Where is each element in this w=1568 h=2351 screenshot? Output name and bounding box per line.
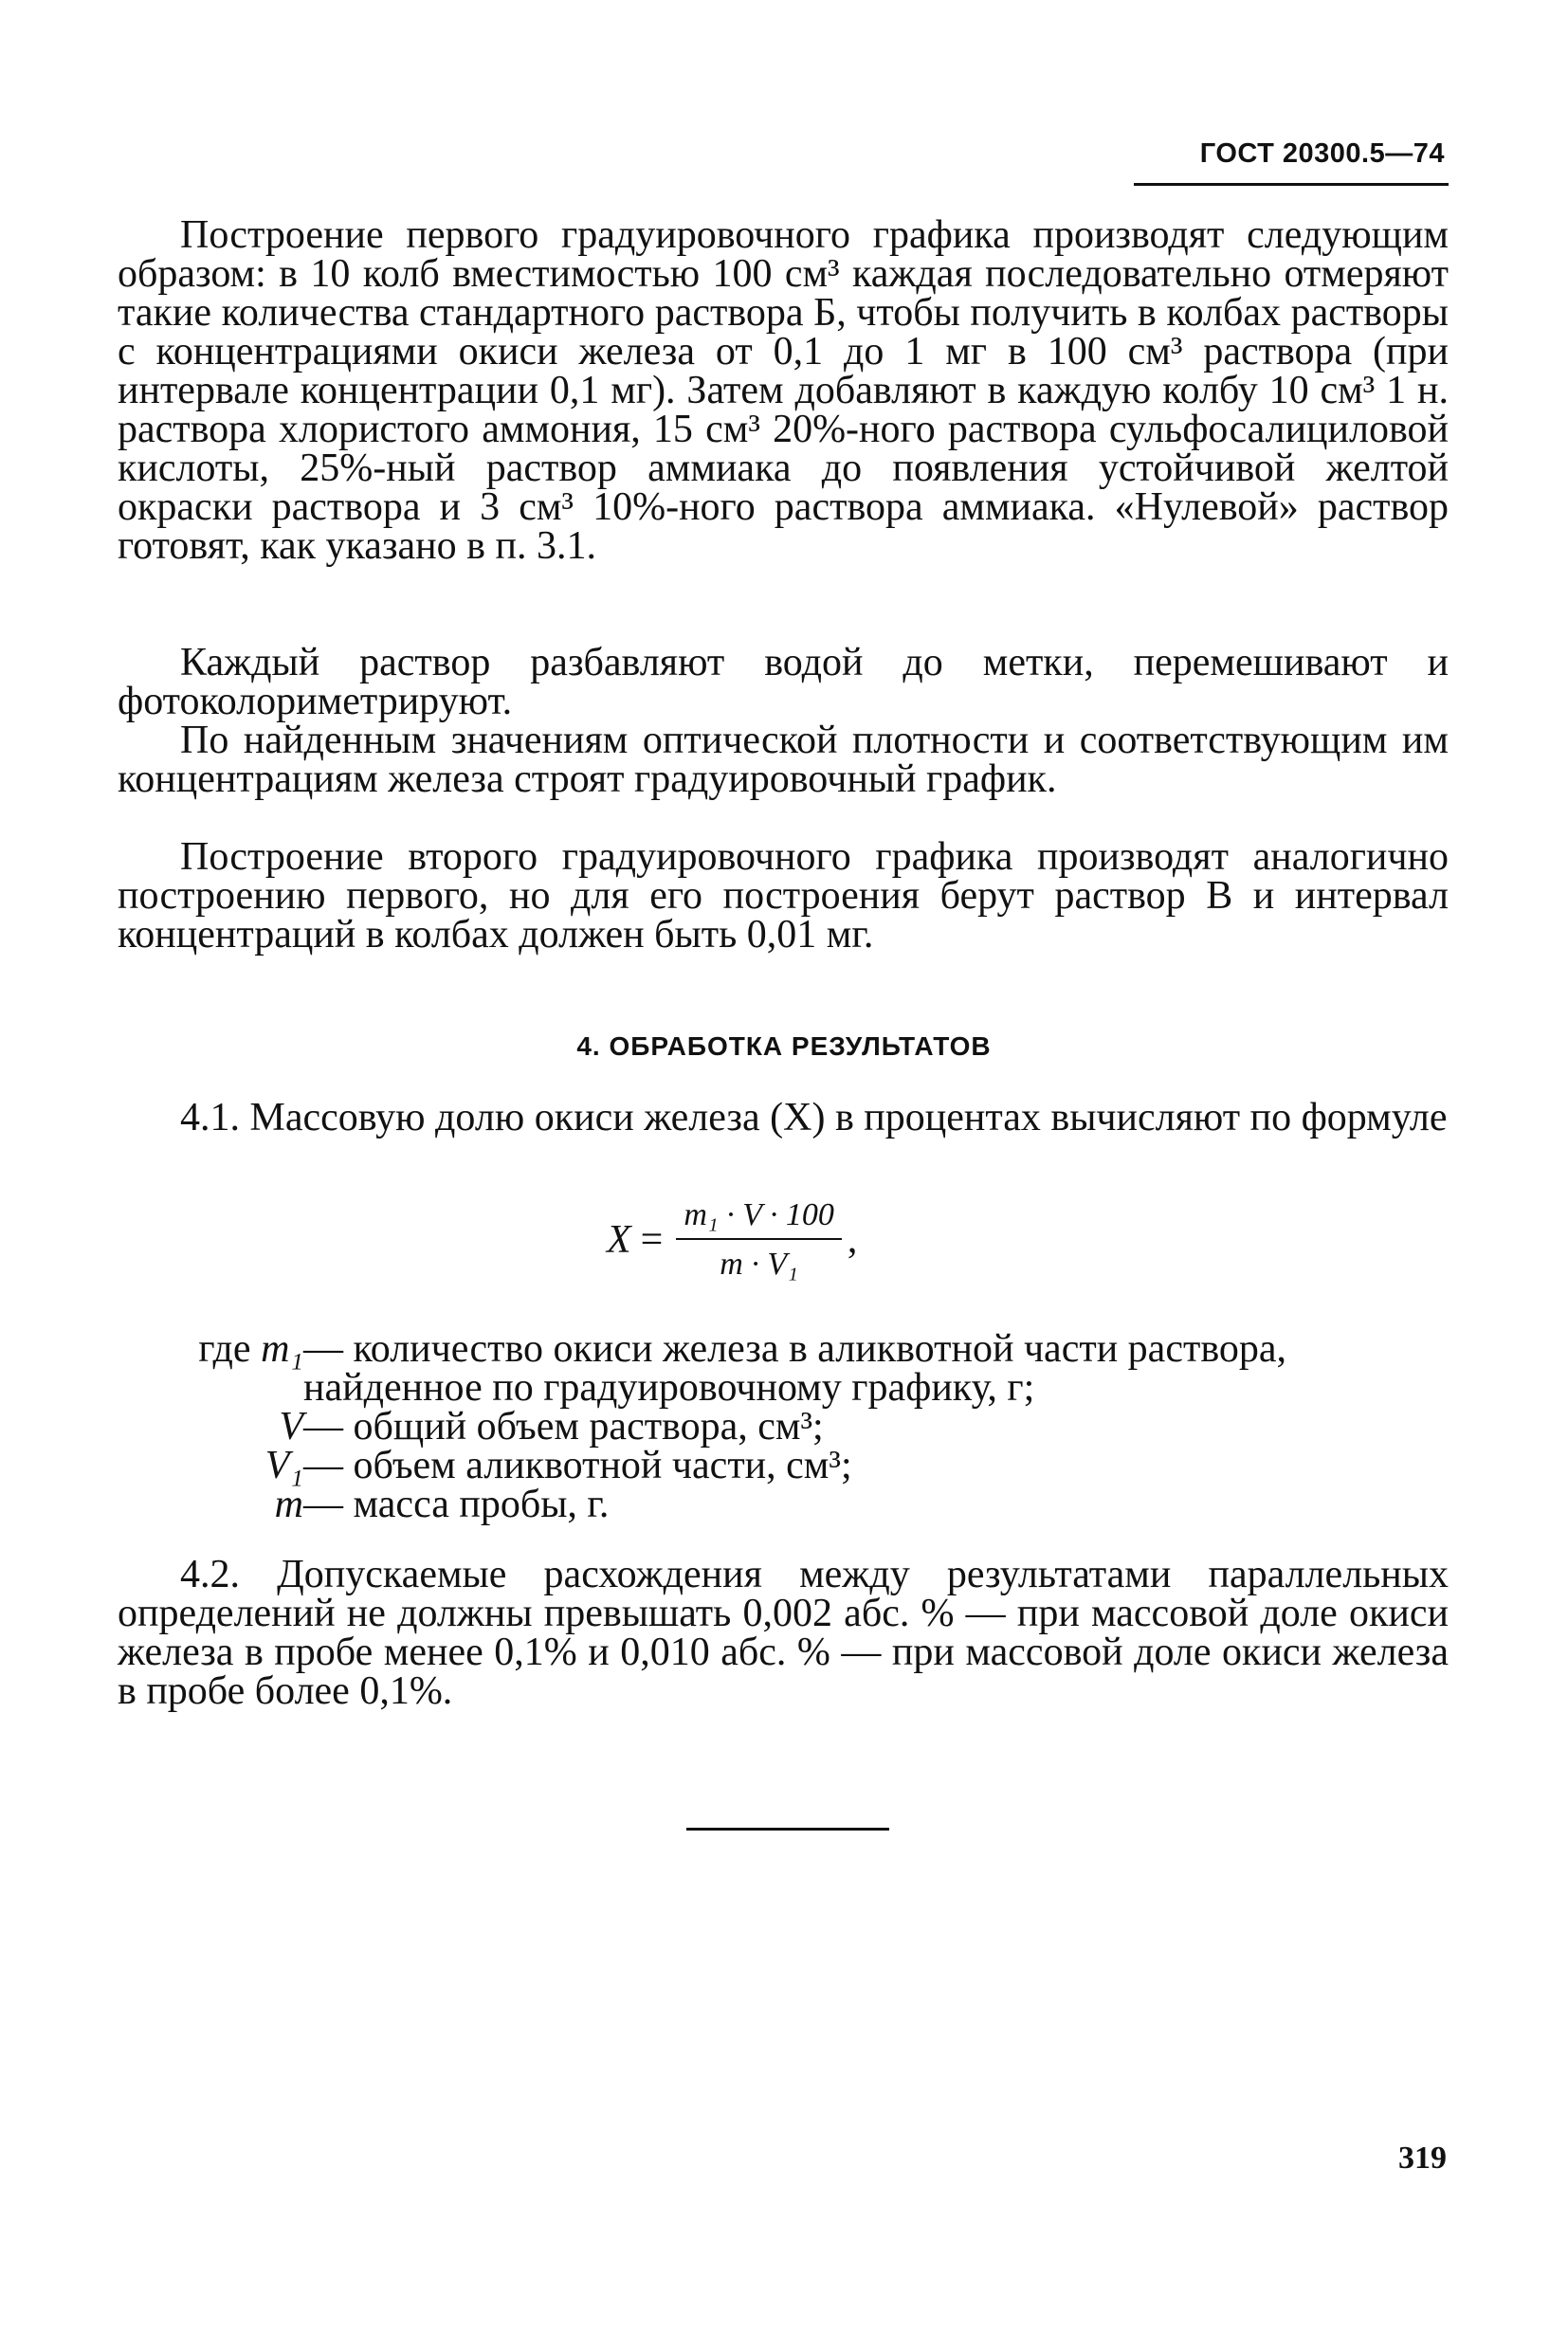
definition-text: — объем аликвотной части, см³;: [303, 1444, 852, 1487]
definition-item: [118, 1485, 1449, 1524]
header-rule: [1134, 183, 1449, 186]
definition-lead: [118, 1405, 303, 1449]
formula-comma: ,: [847, 1218, 858, 1262]
definition-text: — количество окиси железа в аликвотной части раствора,: [303, 1327, 1286, 1371]
definition-lead: [118, 1485, 303, 1524]
definition-symbol: V: [279, 1405, 303, 1449]
page-number: 319: [1398, 2141, 1447, 2176]
standard-code: ГОСТ 20300.5—74: [1199, 138, 1445, 169]
variable-definitions: [118, 1327, 1449, 1526]
paragraph-4-1: 4.1. Массовую долю окиси железа (X) в процентах вычисляют по формуле: [180, 1096, 1448, 1139]
definition-text: — общий объем раствора, см³;: [303, 1405, 824, 1449]
definition-item: [118, 1327, 1449, 1371]
definition-intro: где: [198, 1327, 251, 1371]
definition-continuation: найденное по градуировочному графику, г;: [303, 1366, 1035, 1410]
paragraph-4-2: 4.2. Допускаемые расхождения между результатами параллельных определений не должны превышать 0,002 абс. % — при массовой доле окиси железа в пробе менее 0,1% и 0,010 абс. % — при массовой доле окиси железа в пробе более 0,1%.: [118, 1553, 1449, 1713]
definition-lead: [118, 1444, 303, 1487]
definition-text: — масса пробы, г.: [303, 1483, 610, 1526]
formula: [607, 1196, 857, 1284]
paragraph-dilution: Каждый раствор разбавляют водой до метки, перемешивают и фотоколориметрируют.: [118, 641, 1449, 723]
formula-numerator: m₁ · V · 100: [676, 1196, 842, 1240]
definition-symbol: m₁: [261, 1327, 303, 1371]
definition-symbol: V₁: [264, 1444, 303, 1487]
definition-item: [118, 1444, 1449, 1487]
section-heading: 4. ОБРАБОТКА РЕЗУЛЬТАТОВ: [576, 1031, 992, 1061]
definition-lead: [118, 1327, 303, 1371]
formula-denominator: m · V₁: [720, 1247, 798, 1282]
definition-item: [118, 1405, 1449, 1449]
end-rule: [686, 1828, 889, 1831]
paragraph-first-calibration: Построение первого градуировочного графика производят следующим образом: в 10 колб вместимостью 100 см³ каждая последовательно отмеряют такие количества стандартного раствора Б, чтобы получить в колбах растворы с концентрациями окиси железа от 0,1 до 1 мг в 100 см³ раствора (при интервале концентрации 0,1 мг). Затем добавляют в каждую колбу 10 см³ 1 н. раствора хлористого аммония, 15 см³ 20%-ного раствора сульфосалициловой кислоты, 25%-ный раствор аммиака до появления устойчивой желтой окраски раствора и 3 см³ 10%-ного раствора аммиака. «Нулевой» раствор готовят, как указано в п. 3.1.: [118, 213, 1449, 568]
definition-symbol: m: [274, 1483, 303, 1526]
paragraph-second-calibration: Построение второго градуировочного графика производят аналогично построению первого, но для его построения берут раствор В и интервал концентраций в колбах должен быть 0,01 мг.: [118, 835, 1449, 957]
paragraph-calibration-graph: По найденным значениям оптической плотности и соответствующим им концентрациям железа строят градуировочный график.: [118, 719, 1449, 801]
formula-lhs: X: [607, 1218, 631, 1262]
formula-fraction: [676, 1196, 842, 1284]
formula-equals: =: [640, 1218, 664, 1262]
